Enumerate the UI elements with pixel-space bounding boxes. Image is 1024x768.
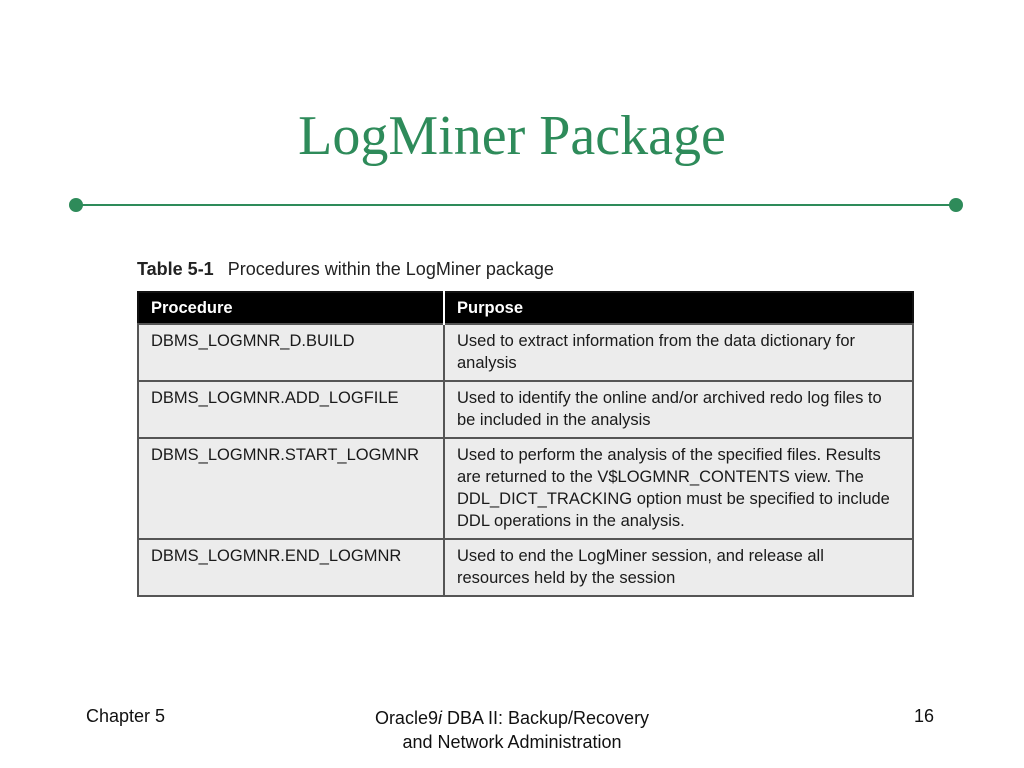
procedures-table bbox=[137, 291, 914, 597]
table-caption-label: Table 5-1 bbox=[137, 259, 214, 279]
table-caption-text: Procedures within the LogMiner package bbox=[227, 259, 554, 279]
slide-title: LogMiner Package bbox=[298, 105, 726, 167]
purpose-cell: Used to perform the analysis of the specified files. Results are returned to the V$LOGMNR_CONTENTS view. The DDL_DICT_TRACKING option must be specified to include DDL operations in the analysis. bbox=[444, 438, 913, 539]
procedure-cell: DBMS_LOGMNR.ADD_LOGFILE bbox=[138, 381, 444, 438]
table-row bbox=[138, 438, 913, 539]
table-header-row bbox=[138, 292, 913, 324]
table-row bbox=[138, 381, 913, 438]
footer-course-line2: and Network Administration bbox=[402, 732, 622, 752]
purpose-cell: Used to extract information from the data dictionary for analysis bbox=[444, 324, 913, 381]
procedure-cell: DBMS_LOGMNR.END_LOGMNR bbox=[138, 539, 444, 596]
procedure-cell: DBMS_LOGMNR.START_LOGMNR bbox=[138, 438, 444, 539]
procedure-cell: DBMS_LOGMNR_D.BUILD bbox=[138, 324, 444, 381]
footer-course-italic: i bbox=[437, 708, 442, 728]
purpose-cell: Used to identify the online and/or archived redo log files to be included in the analysis bbox=[444, 381, 913, 438]
divider-right-dot bbox=[949, 198, 963, 212]
table-caption bbox=[137, 259, 554, 280]
footer-course-prefix: Oracle9 bbox=[374, 708, 438, 728]
header-purpose: Purpose bbox=[444, 292, 913, 324]
table-row bbox=[138, 539, 913, 596]
title-divider bbox=[76, 204, 956, 206]
header-procedure: Procedure bbox=[138, 292, 444, 324]
footer-course-line1: DBA II: Backup/Recovery bbox=[441, 708, 650, 728]
page-number: 16 bbox=[914, 706, 935, 726]
footer-chapter: Chapter 5 bbox=[86, 706, 166, 726]
purpose-cell: Used to end the LogMiner session, and release all resources held by the session bbox=[444, 539, 913, 596]
footer-course-title bbox=[312, 706, 712, 754]
table-row bbox=[138, 324, 913, 381]
